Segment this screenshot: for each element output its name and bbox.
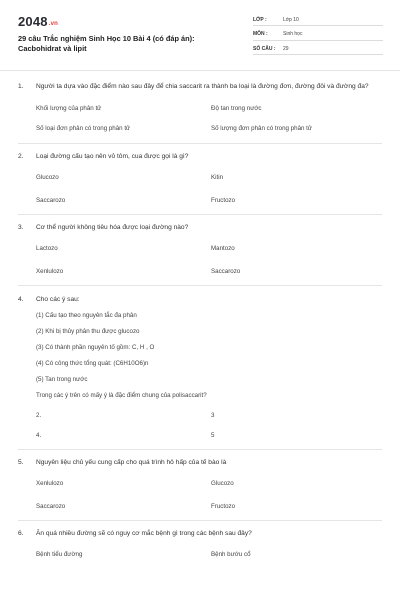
answer-option[interactable]: Saccarozo <box>36 197 66 204</box>
answer-options <box>18 550 382 559</box>
question-text: Ăn quá nhiều đường sẽ có nguy cơ mắc bệnh gì trong các bệnh sau đây? <box>36 530 252 537</box>
question-4: 4. Cho các ý sau: (1) Cấu tạo theo nguyên tắc đa phân (2) Khi bị thủy phân thu được glucozo (3) Có thành phần nguyên tố gồm: C, H , O (4) Có công thức tổng quát: (C6H10O6)n (5) Tan trong nước Trong các ý trên có mấy ý là đặc điểm chung của polisaccarit? 2. 3 4. 5 <box>18 286 382 440</box>
question-2: 2. Loại đường cấu tạo nên vỏ tôm, cua được gọi là gì? Glucozo Kitin Saccarozo Fructozo <box>18 144 382 205</box>
answer-option[interactable]: 2. <box>36 412 42 419</box>
question-text: Nguyên liệu chủ yếu cung cấp cho quá trình hô hấp của tế bào là <box>36 459 227 466</box>
answer-option[interactable]: Glucozo <box>36 174 59 181</box>
question-text: Loại đường cấu tạo nên vỏ tôm, cua được gọi là gì? <box>36 153 189 160</box>
statement-list <box>18 311 382 400</box>
answer-options <box>18 479 382 511</box>
answer-option[interactable]: Độ tan trong nước <box>211 105 262 112</box>
answer-option[interactable]: Bệnh bướu cổ <box>211 551 251 558</box>
question-text: Người ta dựa vào đặc điểm nào sau đây để chia saccarit ra thành ba loại là đường đơn, đường đôi và đường đa? <box>36 83 369 90</box>
meta-row-count: SỐ CÂU : 29 <box>253 43 383 55</box>
answer-option[interactable]: 5 <box>211 432 215 439</box>
answer-options <box>18 104 382 133</box>
question-3: 3. Cơ thể người không tiêu hóa được loại đường nào? Lactozo Mantozo Xenlulozo Saccarozo <box>18 215 382 276</box>
answer-option[interactable]: Kitin <box>211 174 224 181</box>
answer-option[interactable]: Mantozo <box>211 245 235 252</box>
answer-option[interactable]: Khối lượng của phân tử <box>36 105 102 112</box>
question-text: Cho các ý sau: <box>36 296 80 303</box>
answer-options <box>18 411 382 440</box>
statement: (4) Có công thức tổng quát: (C6H10O6)n <box>36 360 149 367</box>
question-list <box>0 77 400 559</box>
answer-option[interactable]: Số lượng đơn phân có trong phân tử <box>211 125 313 132</box>
statement: (5) Tan trong nước <box>36 376 88 383</box>
question-text: Cơ thể người không tiêu hóa được loại đường nào? <box>36 224 189 231</box>
answer-option[interactable]: Glucozo <box>211 480 234 487</box>
answer-options <box>18 244 382 276</box>
question-6: 6. Ăn quá nhiều đường sẽ có nguy cơ mắc bệnh gì trong các bệnh sau đây? Bệnh tiểu đường Bệnh bướu cổ <box>18 521 382 559</box>
answer-option[interactable]: 3 <box>211 412 215 419</box>
statement: (1) Cấu tạo theo nguyên tắc đa phân <box>36 312 137 319</box>
statement-prompt: Trong các ý trên có mấy ý là đặc điểm chung của polisaccarit? <box>36 392 207 399</box>
answer-option[interactable]: Số loại đơn phân có trong phân tử <box>36 125 131 132</box>
meta-row-subject: MÔN : Sinh học <box>253 29 383 41</box>
page-header <box>0 0 400 70</box>
answer-option[interactable]: Saccarozo <box>36 503 66 510</box>
document-title: 29 câu Trắc nghiệm Sinh Học 10 Bài 4 (có đáp án): Cacbohidrat và lipit <box>18 34 195 53</box>
document-meta <box>253 14 383 55</box>
answer-option[interactable]: Xenlulozo <box>36 480 64 487</box>
answer-option[interactable]: Fructozo <box>211 503 236 510</box>
answer-option[interactable]: Saccarozo <box>211 268 241 275</box>
statement: (3) Có thành phần nguyên tố gồm: C, H , O <box>36 344 155 351</box>
meta-row-grade: LỚP : Lớp 10 <box>253 14 383 26</box>
answer-option[interactable]: Lactozo <box>36 245 58 252</box>
site-logo[interactable]: 2048.vn <box>18 14 59 29</box>
question-5: 5. Nguyên liệu chủ yếu cung cấp cho quá trình hô hấp của tế bào là Xenlulozo Glucozo Saccarozo Fructozo <box>18 450 382 511</box>
answer-option[interactable]: 4. <box>36 432 42 439</box>
question-1: 1. Người ta dựa vào đặc điểm nào sau đây để chia saccarit ra thành ba loại là đường đơn, đường đôi và đường đa? Khối lượng của phân tử Độ tan trong nước Số loại đơn phân có trong phân tử Số lượng đơn phân có trong phân tử <box>18 77 382 133</box>
answer-options <box>18 173 382 205</box>
header-divider <box>0 70 400 71</box>
answer-option[interactable]: Bệnh tiểu đường <box>36 551 83 558</box>
answer-option[interactable]: Fructozo <box>211 197 236 204</box>
statement: (2) Khi bị thủy phân thu được glucozo <box>36 328 140 335</box>
answer-option[interactable]: Xenlulozo <box>36 268 64 275</box>
